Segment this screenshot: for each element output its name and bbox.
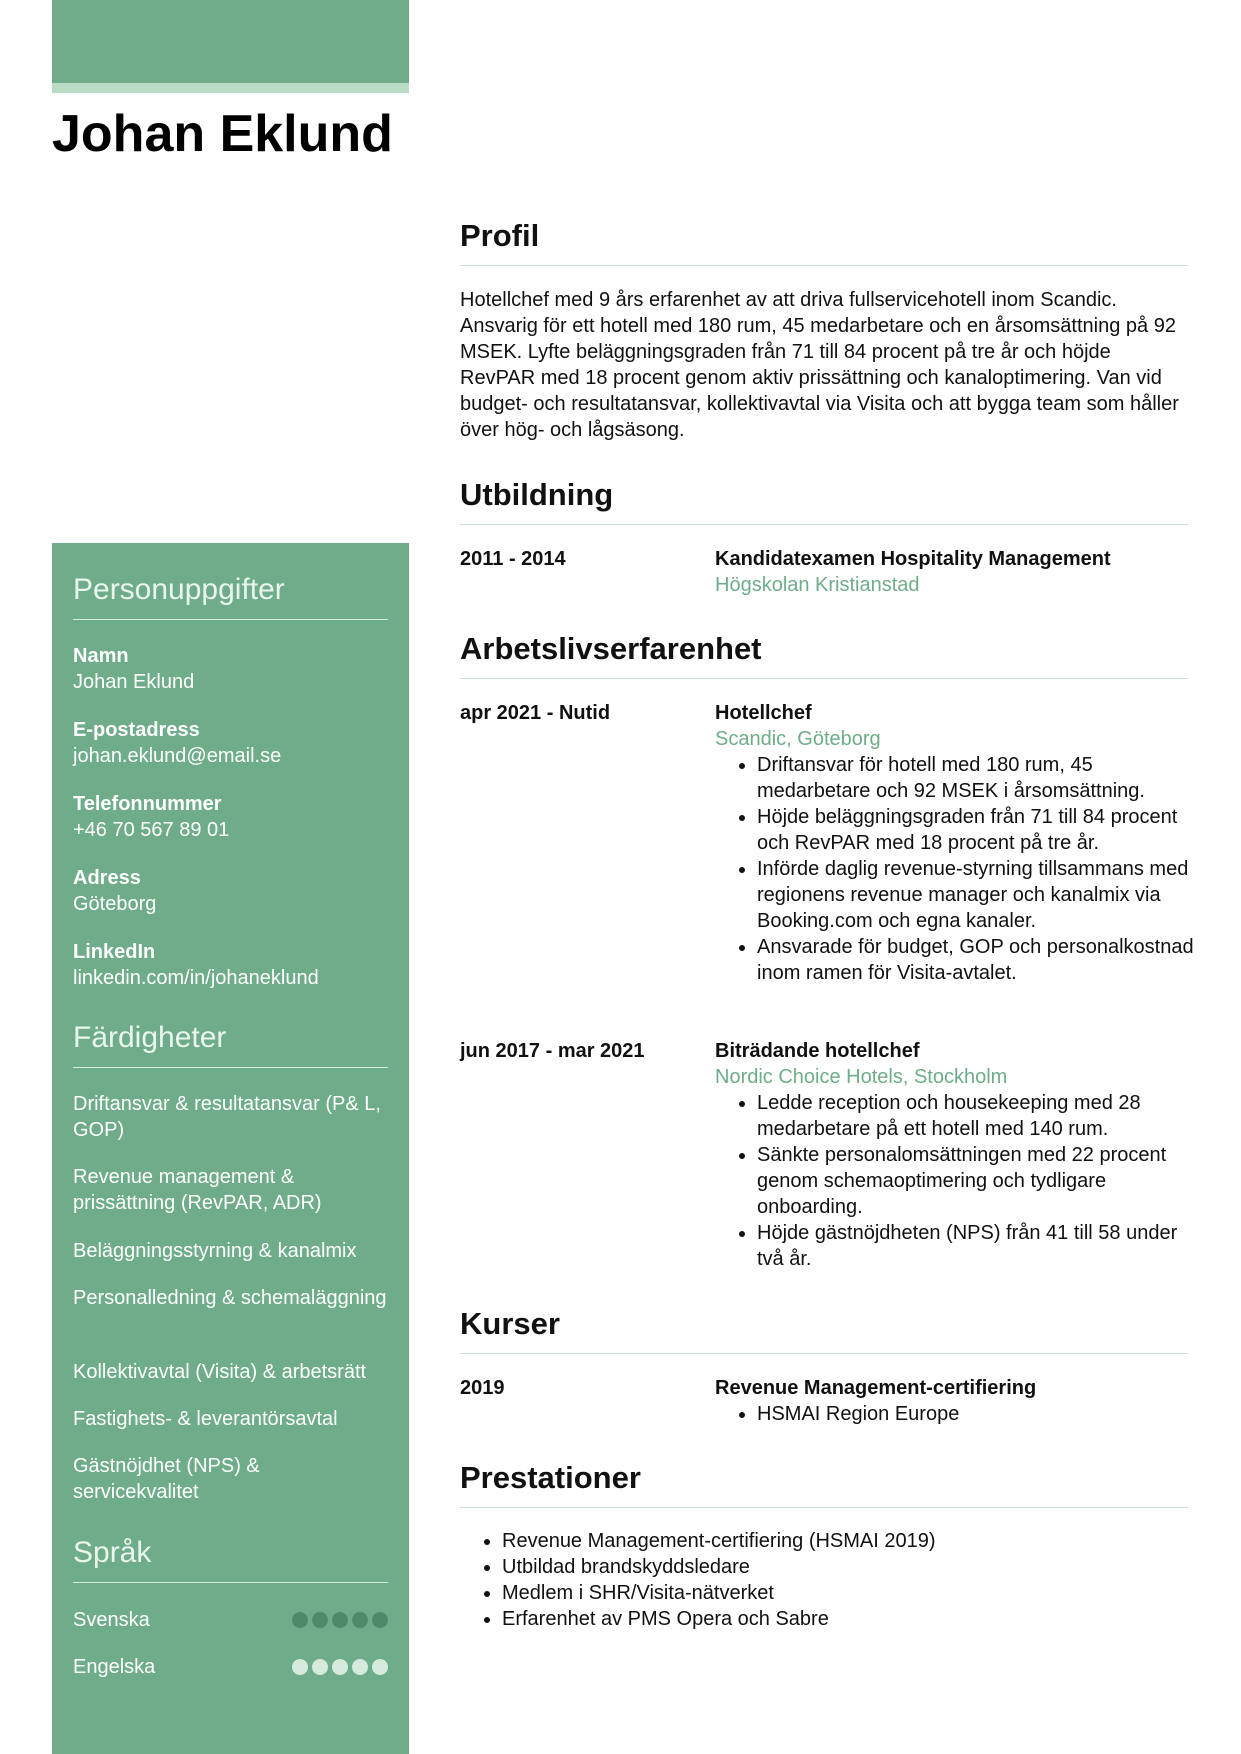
field-label: LinkedIn [73, 941, 156, 963]
field-address [73, 865, 388, 917]
course-date: 2019 [460, 1377, 505, 1399]
experience-title: Arbetslivserfarenhet [460, 631, 762, 666]
language-level-dots [292, 1659, 388, 1675]
job-bullet: • Höjde beläggningsgraden från 71 till 84 procent och RevPAR med 18 procent på tre år. [757, 804, 1195, 856]
course-title: Revenue Management-certifiering [715, 1377, 1037, 1399]
field-label: Adress [73, 867, 141, 889]
field-linkedin [73, 939, 388, 991]
job-entry [715, 1038, 1195, 1272]
language-name: Engelska [73, 1655, 156, 1678]
achievement-item: • Revenue Management-certifiering (HSMAI 2019) [502, 1528, 1188, 1554]
profile-text: Hotellchef med 9 års erfarenhet av att driva fullservicehotell inom Scandic. Ansvarig för ett hotell med 180 rum, 45 medarbetare och en årsomsättning på 92 MSEK. Lyfte beläggningsgraden från 71 till 84 procent på tre år och höjde RevPAR med 18 procent genom aktiv prissättning och kanaloptimering. Van vid budget- och resultatansvar, kollektivavtal via Visita och att bygga team som håller över hög- och lågsäsong. [460, 289, 1179, 441]
level-dot [372, 1612, 388, 1628]
experience-divider [460, 678, 1188, 679]
field-email [73, 717, 388, 769]
profile-title: Profil [460, 218, 540, 253]
education-date: 2011 - 2014 [460, 548, 566, 570]
sidebar [52, 543, 409, 1754]
field-name [73, 643, 388, 695]
personal-divider [73, 619, 388, 620]
skills-heading: Färdigheter [73, 1021, 227, 1054]
email-value[interactable]: johan.eklund@email.se [73, 745, 282, 767]
skill-item: Driftansvar & resultatansvar (P& L, GOP) [73, 1093, 381, 1141]
education-divider [460, 524, 1188, 525]
level-dot [332, 1612, 348, 1628]
courses-title: Kurser [460, 1306, 560, 1341]
job-bullet: • Höjde gästnöjdheten (NPS) från 41 till 58 under två år. [757, 1220, 1195, 1272]
education-entry [715, 546, 1195, 598]
employer-name: Nordic Choice Hotels, Stockholm [715, 1066, 1008, 1088]
languages-section [73, 1536, 388, 1583]
level-dot [352, 1612, 368, 1628]
skills-section [73, 1021, 388, 1068]
personal-section [73, 573, 388, 620]
language-row [73, 1654, 388, 1680]
achievements-title: Prestationer [460, 1460, 641, 1495]
job-bullet: • Ansvarade för budget, GOP och personalkostnad inom ramen för Visita-avtalet. [757, 934, 1195, 986]
level-dot [332, 1659, 348, 1675]
job-date: apr 2021 - Nutid [460, 702, 611, 724]
profile-divider [460, 265, 1188, 266]
skill-item: Fastighets- & leverantörsavtal [73, 1408, 338, 1430]
job-entry [715, 700, 1195, 986]
language-level-dots [292, 1612, 388, 1628]
achievements-list [460, 1528, 1188, 1632]
course-entry [715, 1375, 1195, 1427]
school-name: Högskolan Kristianstad [715, 574, 920, 596]
job-title: Hotellchef [715, 702, 812, 724]
job-date: jun 2017 - mar 2021 [460, 1040, 645, 1062]
level-dot [292, 1659, 308, 1675]
skill-item: Beläggningsstyrning & kanalmix [73, 1240, 357, 1262]
skill-item: Gästnöjdhet (NPS) & servicekvalitet [73, 1455, 260, 1503]
linkedin-link[interactable]: linkedin.com/in/johaneklund [73, 967, 319, 989]
skills-divider [73, 1067, 388, 1068]
field-value: Johan Eklund [73, 671, 195, 693]
skill-item: Revenue management & prissättning (RevPAR, ADR) [73, 1166, 322, 1214]
job-bullet: • Driftansvar för hotell med 180 rum, 45 medarbetare och 92 MSEK i årsomsättning. [757, 752, 1195, 804]
field-value: Göteborg [73, 893, 157, 915]
skill-item: Personalledning & schemaläggning [73, 1287, 387, 1309]
employer-name: Scandic, Göteborg [715, 728, 881, 750]
header-accent-bar [52, 0, 409, 83]
achievement-item: • Utbildad brandskyddsledare [502, 1554, 1188, 1580]
job-bullet: • Införde daglig revenue-styrning tillsammans med regionens revenue manager och kanalmix via Booking.com och egna kanaler. [757, 856, 1195, 934]
candidate-name: Johan Eklund [52, 105, 393, 163]
level-dot [312, 1659, 328, 1675]
job-bullets [715, 1090, 1195, 1272]
languages-heading: Språk [73, 1536, 152, 1569]
language-name: Svenska [73, 1608, 150, 1631]
field-label: Telefonnummer [73, 793, 222, 815]
level-dot [372, 1659, 388, 1675]
field-label: Namn [73, 645, 129, 667]
job-bullet: • Ledde reception och housekeeping med 28 medarbetare på ett hotell med 140 rum. [757, 1090, 1195, 1142]
achievement-item: • Erfarenhet av PMS Opera och Sabre [502, 1606, 1188, 1632]
course-bullet: • HSMAI Region Europe [757, 1401, 1195, 1427]
level-dot [292, 1612, 308, 1628]
level-dot [312, 1612, 328, 1628]
degree-title: Kandidatexamen Hospitality Management [715, 548, 1111, 570]
achievements-divider [460, 1507, 1188, 1508]
field-phone [73, 791, 388, 843]
education-title: Utbildning [460, 477, 614, 512]
language-row [73, 1607, 388, 1633]
job-title: Biträdande hotellchef [715, 1040, 920, 1062]
level-dot [352, 1659, 368, 1675]
course-bullets [715, 1401, 1195, 1427]
achievement-item: • Medlem i SHR/Visita-nätverket [502, 1580, 1188, 1606]
header-accent-strip [52, 83, 409, 93]
field-label: E-postadress [73, 719, 200, 741]
job-bullet: • Sänkte personalomsättningen med 22 procent genom schemaoptimering och tydligare onboarding. [757, 1142, 1195, 1220]
phone-value: +46 70 567 89 01 [73, 819, 230, 841]
skill-item: Kollektivavtal (Visita) & arbetsrätt [73, 1361, 367, 1383]
personal-heading: Personuppgifter [73, 573, 285, 606]
courses-divider [460, 1353, 1188, 1354]
languages-divider [73, 1582, 388, 1583]
job-bullets [715, 752, 1195, 986]
